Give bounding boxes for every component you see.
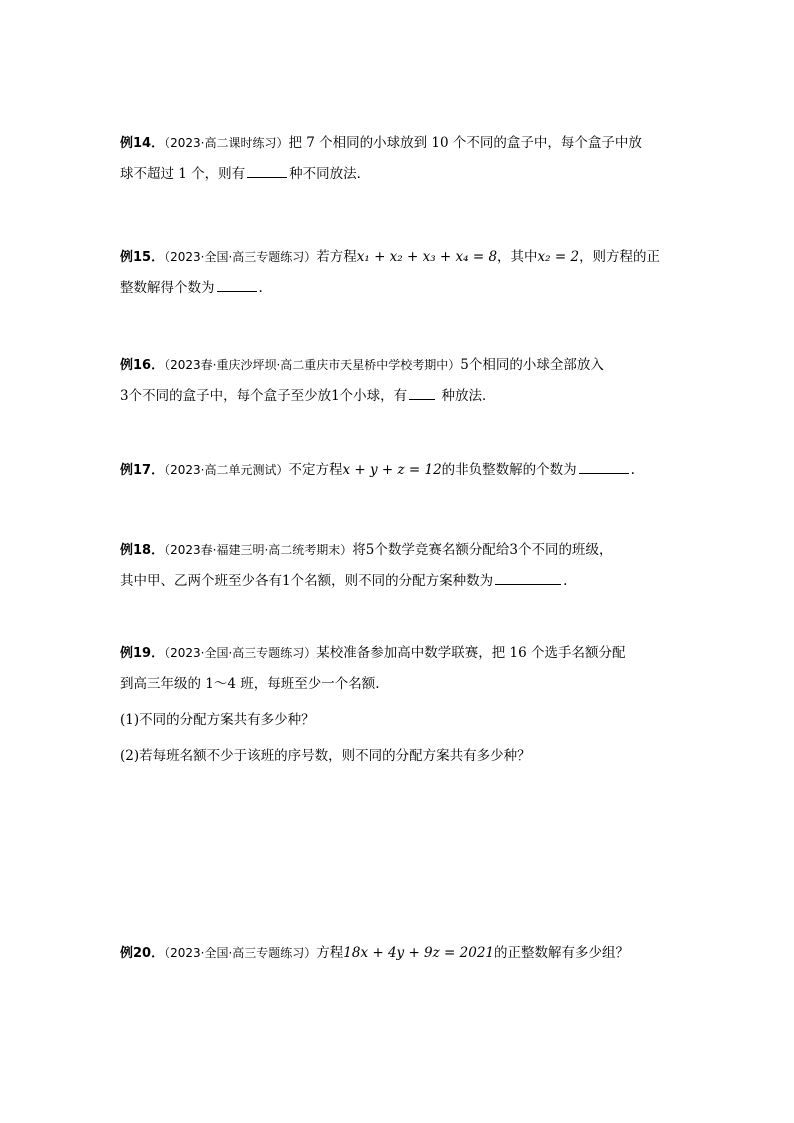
question-15-text-3: ，则方程的正 <box>579 249 661 265</box>
question-18-text: 将5个数学竞赛名额分配给3个不同的班级， <box>352 542 613 558</box>
question-15-source: （2023·全国·高三专题练习） <box>164 250 317 264</box>
question-16 <box>120 350 680 411</box>
answer-blank[interactable] <box>409 385 435 400</box>
question-15-condition: x₂ = 2 <box>537 249 580 265</box>
question-18 <box>120 535 680 596</box>
question-16-line-2 <box>120 381 680 411</box>
question-15-text-4: 整数解得个数为 <box>120 280 215 296</box>
question-14-label: 例14． <box>120 136 165 151</box>
question-17-equation: x + y + z = 12 <box>342 462 442 478</box>
question-19-line-1 <box>120 638 680 669</box>
question-14-line-2 <box>120 159 680 189</box>
question-19-line-2: 到高三年级的 1～4 班，每班至少一个名额. <box>120 676 380 692</box>
question-20-line-1 <box>120 938 680 969</box>
question-18-text-3: . <box>563 573 568 589</box>
question-17-text-3: . <box>630 462 635 478</box>
question-18-line-1 <box>120 535 680 566</box>
answer-blank[interactable] <box>495 570 561 585</box>
question-18-text-2: 其中甲、乙两个班至少各有1个名额，则不同的分配方案种数为 <box>120 573 494 589</box>
question-15-equation: x₁ + x₂ + x₃ + x₄ = 8 <box>356 249 498 265</box>
question-20-label: 例20． <box>120 946 165 961</box>
question-14-text: 把 7 个相同的小球放到 10 个不同的盒子中，每个盒子中放 <box>288 135 642 151</box>
question-20 <box>120 938 680 969</box>
question-19 <box>120 638 680 771</box>
answer-blank[interactable] <box>579 459 629 474</box>
question-20-equation: 18x + 4y + 9z = 2021 <box>343 945 495 961</box>
question-17-source: （2023·高二单元测试） <box>164 463 289 477</box>
question-19-part-1: (1)不同的分配方案共有多少种？ <box>120 712 315 728</box>
question-15-text-5: . <box>258 280 263 296</box>
question-17-text-2: 的非负整数解的个数为 <box>441 462 577 478</box>
question-14-source: （2023·高二课时练习） <box>164 136 289 150</box>
question-17-line-1 <box>120 455 680 486</box>
question-16-text: 5个相同的小球全部放入 <box>460 357 604 373</box>
question-15-text: 若方程 <box>316 249 357 265</box>
question-15-text-2: ，其中 <box>497 249 538 265</box>
question-19-text: 某校准备参加高中数学联赛，把 16 个选手名额分配 <box>316 645 626 661</box>
question-17-label: 例17． <box>120 463 165 478</box>
question-14-text-3: 种不同放法． <box>289 166 371 182</box>
question-20-text: 方程 <box>316 945 344 961</box>
question-15-line-1 <box>120 242 680 273</box>
question-14-line-1 <box>120 128 680 159</box>
question-19-part-2: (2)若每班名额不少于该班的序号数，则不同的分配方案共有多少种？ <box>120 748 531 764</box>
question-18-source: （2023春·福建三明·高二统考期末） <box>164 543 353 557</box>
question-17-text: 不定方程 <box>288 462 343 478</box>
question-17 <box>120 455 680 486</box>
answer-blank[interactable] <box>217 277 257 292</box>
question-15 <box>120 242 680 303</box>
question-16-text-2: 3个不同的盒子中，每个盒子至少放1个小球，有 <box>120 388 408 404</box>
question-16-source: （2023春·重庆沙坪坝·高二重庆市天星桥中学校考期中） <box>164 358 461 372</box>
question-16-text-3: 种放法． <box>441 388 496 404</box>
question-20-source: （2023·全国·高三专题练习） <box>164 946 317 960</box>
question-16-label: 例16． <box>120 358 165 373</box>
question-20-text-2: 的正整数解有多少组？ <box>494 945 630 961</box>
question-14-text-2: 球不超过 1 个，则有 <box>120 166 246 182</box>
question-15-line-2 <box>120 273 680 303</box>
question-15-label: 例15． <box>120 250 165 265</box>
question-18-label: 例18． <box>120 543 165 558</box>
question-19-label: 例19． <box>120 646 165 661</box>
question-18-line-2 <box>120 566 680 596</box>
question-16-line-1 <box>120 350 680 381</box>
question-14 <box>120 128 680 189</box>
answer-blank[interactable] <box>247 163 287 178</box>
question-19-source: （2023·全国·高三专题练习） <box>164 646 317 660</box>
